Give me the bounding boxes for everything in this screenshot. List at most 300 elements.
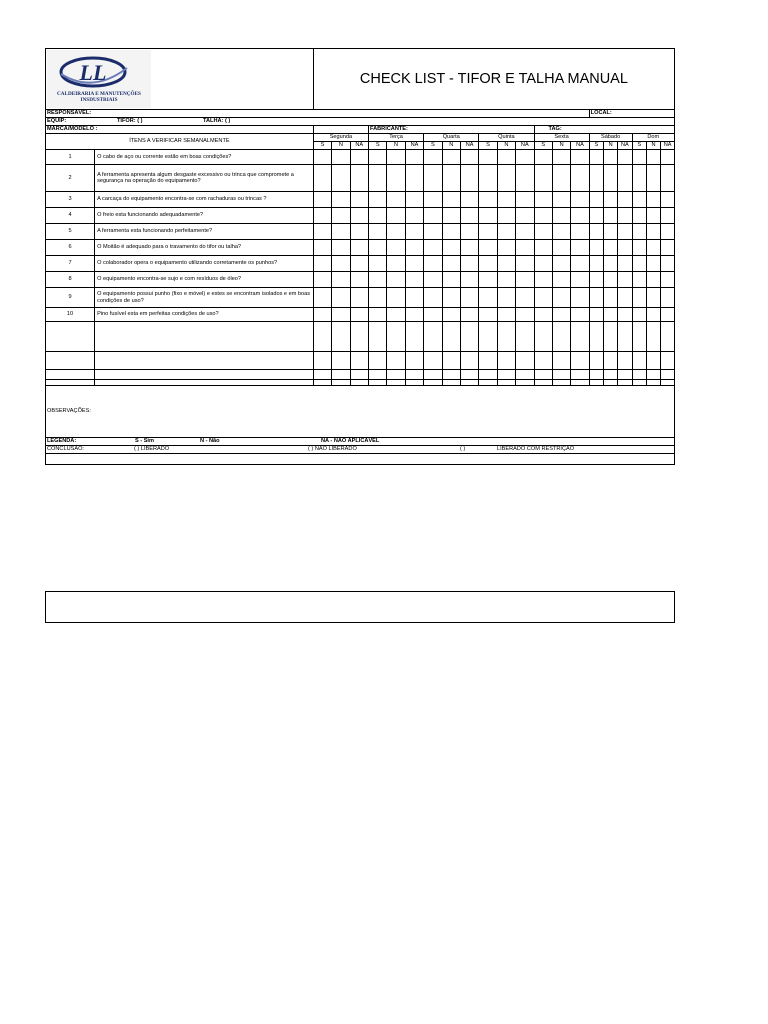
answer-cell[interactable]: [313, 208, 331, 224]
answer-cell[interactable]: [332, 240, 350, 256]
answer-cell[interactable]: [479, 150, 497, 165]
answer-cell[interactable]: [442, 272, 460, 288]
answer-cell[interactable]: [313, 308, 331, 322]
answer-cell[interactable]: [603, 224, 617, 240]
answer-cell[interactable]: [589, 322, 603, 352]
answer-cell[interactable]: [516, 165, 534, 192]
answer-cell[interactable]: [603, 370, 617, 380]
answer-cell[interactable]: [534, 352, 552, 370]
answer-cell[interactable]: [313, 224, 331, 240]
answer-cell[interactable]: [313, 352, 331, 370]
answer-cell[interactable]: [552, 288, 570, 308]
answer-cell[interactable]: [661, 288, 675, 308]
answer-cell[interactable]: [313, 256, 331, 272]
answer-cell[interactable]: [516, 208, 534, 224]
answer-cell[interactable]: [313, 272, 331, 288]
answer-cell[interactable]: [646, 240, 660, 256]
answer-cell[interactable]: [603, 272, 617, 288]
answer-cell[interactable]: [497, 192, 515, 208]
tag-field[interactable]: TAG:: [534, 126, 675, 134]
answer-cell[interactable]: [387, 150, 405, 165]
blank-number-cell[interactable]: [46, 322, 95, 352]
answer-cell[interactable]: [646, 150, 660, 165]
answer-cell[interactable]: [332, 352, 350, 370]
answer-cell[interactable]: [350, 370, 368, 380]
answer-cell[interactable]: [387, 370, 405, 380]
answer-cell[interactable]: [460, 208, 478, 224]
answer-cell[interactable]: [460, 192, 478, 208]
answer-cell[interactable]: [632, 208, 646, 224]
answer-cell[interactable]: [646, 308, 660, 322]
answer-cell[interactable]: [661, 272, 675, 288]
answer-cell[interactable]: [332, 288, 350, 308]
answer-cell[interactable]: [632, 322, 646, 352]
answer-cell[interactable]: [534, 150, 552, 165]
answer-cell[interactable]: [534, 272, 552, 288]
signature-box[interactable]: [45, 591, 675, 623]
answer-cell[interactable]: [618, 352, 632, 370]
answer-cell[interactable]: [387, 352, 405, 370]
answer-cell[interactable]: [603, 322, 617, 352]
answer-cell[interactable]: [424, 352, 442, 370]
answer-cell[interactable]: [497, 208, 515, 224]
answer-cell[interactable]: [534, 308, 552, 322]
answer-cell[interactable]: [387, 308, 405, 322]
answer-cell[interactable]: [497, 322, 515, 352]
answer-cell[interactable]: [387, 165, 405, 192]
observations-field[interactable]: OBSERVAÇÕES:: [46, 386, 675, 438]
answer-cell[interactable]: [552, 192, 570, 208]
answer-cell[interactable]: [589, 272, 603, 288]
answer-cell[interactable]: [442, 256, 460, 272]
answer-cell[interactable]: [571, 256, 589, 272]
answer-cell[interactable]: [479, 192, 497, 208]
answer-cell[interactable]: [460, 370, 478, 380]
answer-cell[interactable]: [534, 288, 552, 308]
answer-cell[interactable]: [603, 308, 617, 322]
answer-cell[interactable]: [552, 272, 570, 288]
answer-cell[interactable]: [460, 150, 478, 165]
answer-cell[interactable]: [661, 352, 675, 370]
answer-cell[interactable]: [552, 352, 570, 370]
answer-cell[interactable]: [442, 192, 460, 208]
answer-cell[interactable]: [632, 256, 646, 272]
answer-cell[interactable]: [497, 288, 515, 308]
answer-cell[interactable]: [497, 150, 515, 165]
answer-cell[interactable]: [646, 208, 660, 224]
answer-cell[interactable]: [661, 322, 675, 352]
answer-cell[interactable]: [405, 165, 423, 192]
answer-cell[interactable]: [497, 352, 515, 370]
answer-header: NA: [460, 142, 478, 150]
answer-cell[interactable]: [646, 165, 660, 192]
answer-cell[interactable]: [424, 208, 442, 224]
answer-cell[interactable]: [571, 308, 589, 322]
answer-cell[interactable]: [313, 150, 331, 165]
answer-cell[interactable]: [603, 256, 617, 272]
answer-cell[interactable]: [632, 165, 646, 192]
answer-cell[interactable]: [368, 370, 386, 380]
answer-cell[interactable]: [618, 288, 632, 308]
answer-cell[interactable]: [618, 192, 632, 208]
answer-cell[interactable]: [424, 165, 442, 192]
table-row: [46, 256, 675, 272]
answer-cell[interactable]: [603, 165, 617, 192]
answer-cell[interactable]: [618, 224, 632, 240]
answer-cell[interactable]: [632, 352, 646, 370]
answer-cell[interactable]: [571, 165, 589, 192]
answer-cell[interactable]: [442, 308, 460, 322]
answer-cell[interactable]: [405, 272, 423, 288]
answer-cell[interactable]: [661, 224, 675, 240]
answer-cell[interactable]: [442, 150, 460, 165]
answer-cell[interactable]: [589, 240, 603, 256]
answer-cell[interactable]: [479, 165, 497, 192]
answer-cell[interactable]: [589, 370, 603, 380]
answer-cell[interactable]: [552, 256, 570, 272]
answer-cell[interactable]: [497, 256, 515, 272]
answer-cell[interactable]: [332, 256, 350, 272]
answer-cell[interactable]: [497, 240, 515, 256]
answer-cell[interactable]: [618, 256, 632, 272]
answer-cell[interactable]: [571, 272, 589, 288]
table-row: [46, 240, 675, 256]
answer-cell[interactable]: [571, 192, 589, 208]
answer-cell[interactable]: [632, 224, 646, 240]
answer-cell[interactable]: [424, 240, 442, 256]
answer-cell[interactable]: [516, 322, 534, 352]
answer-cell[interactable]: [618, 322, 632, 352]
answer-cell[interactable]: [424, 308, 442, 322]
answer-cell[interactable]: [387, 192, 405, 208]
fabricante-field[interactable]: FABRICANTE:: [368, 126, 534, 134]
answer-cell[interactable]: [479, 370, 497, 380]
answer-cell[interactable]: [646, 272, 660, 288]
answer-cell[interactable]: [571, 322, 589, 352]
answer-cell[interactable]: [589, 192, 603, 208]
answer-cell[interactable]: [479, 208, 497, 224]
answer-cell[interactable]: [405, 192, 423, 208]
answer-cell[interactable]: [350, 165, 368, 192]
answer-cell[interactable]: [534, 370, 552, 380]
answer-cell[interactable]: [368, 208, 386, 224]
answer-cell[interactable]: [350, 308, 368, 322]
answer-cell[interactable]: [552, 208, 570, 224]
answer-cell[interactable]: [313, 322, 331, 352]
answer-cell[interactable]: [350, 208, 368, 224]
nao-liberado-option[interactable]: ( ) NÃO LIBERADO: [308, 446, 357, 453]
answer-cell[interactable]: [646, 256, 660, 272]
answer-cell[interactable]: [552, 322, 570, 352]
answer-cell[interactable]: [661, 308, 675, 322]
blank-question-cell[interactable]: [95, 352, 314, 370]
answer-cell[interactable]: [479, 240, 497, 256]
answer-cell[interactable]: [332, 308, 350, 322]
answer-cell[interactable]: [618, 272, 632, 288]
answer-cell[interactable]: [552, 165, 570, 192]
answer-cell[interactable]: [571, 150, 589, 165]
equip-field[interactable]: EQUIP:: [47, 118, 67, 125]
answer-cell[interactable]: [424, 272, 442, 288]
restricao-option[interactable]: LIBERADO COM RESTRIÇÃO: [497, 446, 575, 453]
answer-cell[interactable]: [571, 240, 589, 256]
answer-cell[interactable]: [516, 352, 534, 370]
day-header: Quarta: [424, 134, 479, 142]
answer-cell[interactable]: [460, 322, 478, 352]
answer-cell[interactable]: [516, 272, 534, 288]
answer-cell[interactable]: [442, 165, 460, 192]
answer-cell[interactable]: [516, 288, 534, 308]
answer-cell[interactable]: [442, 208, 460, 224]
answer-cell[interactable]: [479, 352, 497, 370]
answer-cell[interactable]: [405, 150, 423, 165]
answer-cell[interactable]: [368, 150, 386, 165]
answer-cell[interactable]: [497, 370, 515, 380]
answer-cell[interactable]: [603, 240, 617, 256]
answer-cell[interactable]: [332, 370, 350, 380]
answer-cell[interactable]: [661, 150, 675, 165]
tifor-checkbox[interactable]: TIFOR: ( ): [117, 118, 143, 125]
answer-cell[interactable]: [313, 165, 331, 192]
answer-cell[interactable]: [350, 192, 368, 208]
answer-cell[interactable]: [405, 322, 423, 352]
answer-cell[interactable]: [387, 224, 405, 240]
answer-cell[interactable]: [479, 224, 497, 240]
answer-cell[interactable]: [479, 288, 497, 308]
blank-question-cell[interactable]: [95, 322, 314, 352]
answer-cell[interactable]: [368, 352, 386, 370]
answer-cell[interactable]: [589, 165, 603, 192]
answer-cell[interactable]: [405, 224, 423, 240]
answer-cell[interactable]: [534, 208, 552, 224]
answer-cell[interactable]: [603, 150, 617, 165]
answer-cell[interactable]: [632, 150, 646, 165]
answer-cell[interactable]: [632, 192, 646, 208]
answer-cell[interactable]: [424, 150, 442, 165]
liberado-option[interactable]: ( ) LIBERADO: [134, 446, 170, 453]
answer-cell[interactable]: [632, 308, 646, 322]
responsavel-field[interactable]: RESPONSÁVEL:: [46, 110, 590, 118]
answer-cell[interactable]: [661, 192, 675, 208]
answer-cell[interactable]: [646, 370, 660, 380]
answer-cell[interactable]: [661, 208, 675, 224]
answer-cell[interactable]: [516, 224, 534, 240]
answer-cell[interactable]: [368, 256, 386, 272]
answer-cell[interactable]: [589, 352, 603, 370]
answer-cell[interactable]: [368, 240, 386, 256]
answer-cell[interactable]: [534, 165, 552, 192]
answer-cell[interactable]: [350, 150, 368, 165]
answer-cell[interactable]: [552, 150, 570, 165]
answer-cell[interactable]: [571, 352, 589, 370]
talha-checkbox[interactable]: TALHA: ( ): [203, 118, 231, 125]
answer-cell[interactable]: [632, 288, 646, 308]
answer-cell[interactable]: [313, 288, 331, 308]
answer-cell[interactable]: [534, 192, 552, 208]
answer-cell[interactable]: [552, 240, 570, 256]
answer-cell[interactable]: [460, 288, 478, 308]
answer-cell[interactable]: [368, 322, 386, 352]
blank-question-cell[interactable]: [95, 370, 314, 380]
answer-cell[interactable]: [332, 272, 350, 288]
answer-cell[interactable]: [618, 165, 632, 192]
answer-cell[interactable]: [661, 256, 675, 272]
answer-cell[interactable]: [516, 308, 534, 322]
answer-cell[interactable]: [646, 352, 660, 370]
answer-cell[interactable]: [646, 224, 660, 240]
answer-cell[interactable]: [387, 208, 405, 224]
answer-cell[interactable]: [603, 208, 617, 224]
answer-cell[interactable]: [313, 370, 331, 380]
answer-cell[interactable]: [350, 288, 368, 308]
answer-cell[interactable]: [350, 352, 368, 370]
answer-cell[interactable]: [460, 256, 478, 272]
answer-cell[interactable]: [350, 256, 368, 272]
answer-cell[interactable]: [332, 165, 350, 192]
answer-cell[interactable]: [442, 288, 460, 308]
answer-cell[interactable]: [497, 165, 515, 192]
blank-number-cell[interactable]: [46, 352, 95, 370]
answer-cell[interactable]: [442, 352, 460, 370]
answer-cell[interactable]: [479, 256, 497, 272]
answer-cell[interactable]: [552, 224, 570, 240]
answer-cell[interactable]: [479, 272, 497, 288]
marca-modelo-field[interactable]: MARCA/MODELO :: [46, 126, 314, 134]
answer-cell[interactable]: [589, 150, 603, 165]
answer-cell[interactable]: [442, 224, 460, 240]
answer-cell[interactable]: [534, 224, 552, 240]
answer-cell[interactable]: [571, 224, 589, 240]
answer-cell[interactable]: [589, 256, 603, 272]
answer-cell[interactable]: [589, 308, 603, 322]
answer-cell[interactable]: [632, 240, 646, 256]
local-field[interactable]: LOCAL:: [589, 110, 674, 118]
answer-cell[interactable]: [589, 288, 603, 308]
answer-cell[interactable]: [618, 370, 632, 380]
answer-cell[interactable]: [646, 192, 660, 208]
answer-cell[interactable]: [516, 150, 534, 165]
answer-cell[interactable]: [460, 224, 478, 240]
restricao-checkbox[interactable]: ( ): [460, 446, 466, 453]
answer-cell[interactable]: [387, 256, 405, 272]
answer-cell[interactable]: [516, 240, 534, 256]
answer-cell[interactable]: [516, 192, 534, 208]
answer-cell[interactable]: [405, 308, 423, 322]
answer-cell[interactable]: [332, 224, 350, 240]
answer-cell[interactable]: [387, 288, 405, 308]
answer-cell[interactable]: [332, 208, 350, 224]
answer-cell[interactable]: [603, 192, 617, 208]
answer-cell[interactable]: [442, 322, 460, 352]
answer-cell[interactable]: [350, 224, 368, 240]
answer-cell[interactable]: [313, 192, 331, 208]
answer-cell[interactable]: [332, 150, 350, 165]
answer-cell[interactable]: [571, 208, 589, 224]
answer-cell[interactable]: [497, 272, 515, 288]
answer-cell[interactable]: [646, 288, 660, 308]
answer-cell[interactable]: [460, 352, 478, 370]
answer-cell[interactable]: [460, 272, 478, 288]
answer-cell[interactable]: [350, 272, 368, 288]
answer-cell[interactable]: [442, 370, 460, 380]
answer-cell[interactable]: [332, 322, 350, 352]
blank-number-cell[interactable]: [46, 370, 95, 380]
answer-cell[interactable]: [424, 224, 442, 240]
answer-cell[interactable]: [405, 370, 423, 380]
answer-cell[interactable]: [387, 240, 405, 256]
answer-cell[interactable]: [516, 370, 534, 380]
answer-cell[interactable]: [424, 370, 442, 380]
answer-cell[interactable]: [534, 256, 552, 272]
answer-cell[interactable]: [661, 370, 675, 380]
answer-cell[interactable]: [405, 240, 423, 256]
answer-cell[interactable]: [571, 288, 589, 308]
answer-cell[interactable]: [534, 322, 552, 352]
answer-cell[interactable]: [442, 240, 460, 256]
answer-cell[interactable]: [571, 370, 589, 380]
answer-cell[interactable]: [661, 240, 675, 256]
answer-cell[interactable]: [405, 256, 423, 272]
answer-cell[interactable]: [387, 322, 405, 352]
answer-cell[interactable]: [313, 240, 331, 256]
answer-cell[interactable]: [479, 308, 497, 322]
answer-cell[interactable]: [368, 165, 386, 192]
answer-cell[interactable]: [405, 208, 423, 224]
answer-cell[interactable]: [368, 272, 386, 288]
answer-cell[interactable]: [497, 308, 515, 322]
checklist-table: [45, 48, 675, 465]
answer-cell[interactable]: [350, 322, 368, 352]
answer-cell[interactable]: [424, 322, 442, 352]
answer-cell[interactable]: [460, 240, 478, 256]
answer-cell[interactable]: [618, 240, 632, 256]
answer-cell[interactable]: [618, 208, 632, 224]
answer-cell[interactable]: [618, 150, 632, 165]
answer-cell[interactable]: [646, 322, 660, 352]
answer-cell[interactable]: [424, 256, 442, 272]
answer-cell[interactable]: [479, 322, 497, 352]
answer-cell[interactable]: [460, 165, 478, 192]
answer-cell[interactable]: [589, 224, 603, 240]
marca-modelo-value[interactable]: [313, 126, 368, 134]
answer-cell[interactable]: [332, 192, 350, 208]
answer-cell[interactable]: [632, 370, 646, 380]
answer-cell[interactable]: [534, 240, 552, 256]
answer-cell[interactable]: [424, 192, 442, 208]
answer-cell[interactable]: [368, 192, 386, 208]
answer-cell[interactable]: [368, 224, 386, 240]
answer-cell[interactable]: [552, 370, 570, 380]
answer-cell[interactable]: [618, 308, 632, 322]
answer-cell[interactable]: [405, 288, 423, 308]
answer-cell[interactable]: [460, 308, 478, 322]
answer-cell[interactable]: [387, 272, 405, 288]
answer-cell[interactable]: [603, 352, 617, 370]
answer-header: N: [603, 142, 617, 150]
answer-cell[interactable]: [368, 288, 386, 308]
answer-cell[interactable]: [405, 352, 423, 370]
answer-cell[interactable]: [632, 272, 646, 288]
answer-cell[interactable]: [424, 288, 442, 308]
answer-cell[interactable]: [516, 256, 534, 272]
answer-cell[interactable]: [661, 165, 675, 192]
answer-cell[interactable]: [350, 240, 368, 256]
answer-cell[interactable]: [368, 308, 386, 322]
answer-cell[interactable]: [603, 288, 617, 308]
answer-cell[interactable]: [589, 208, 603, 224]
answer-cell[interactable]: [552, 308, 570, 322]
answer-cell[interactable]: [497, 224, 515, 240]
